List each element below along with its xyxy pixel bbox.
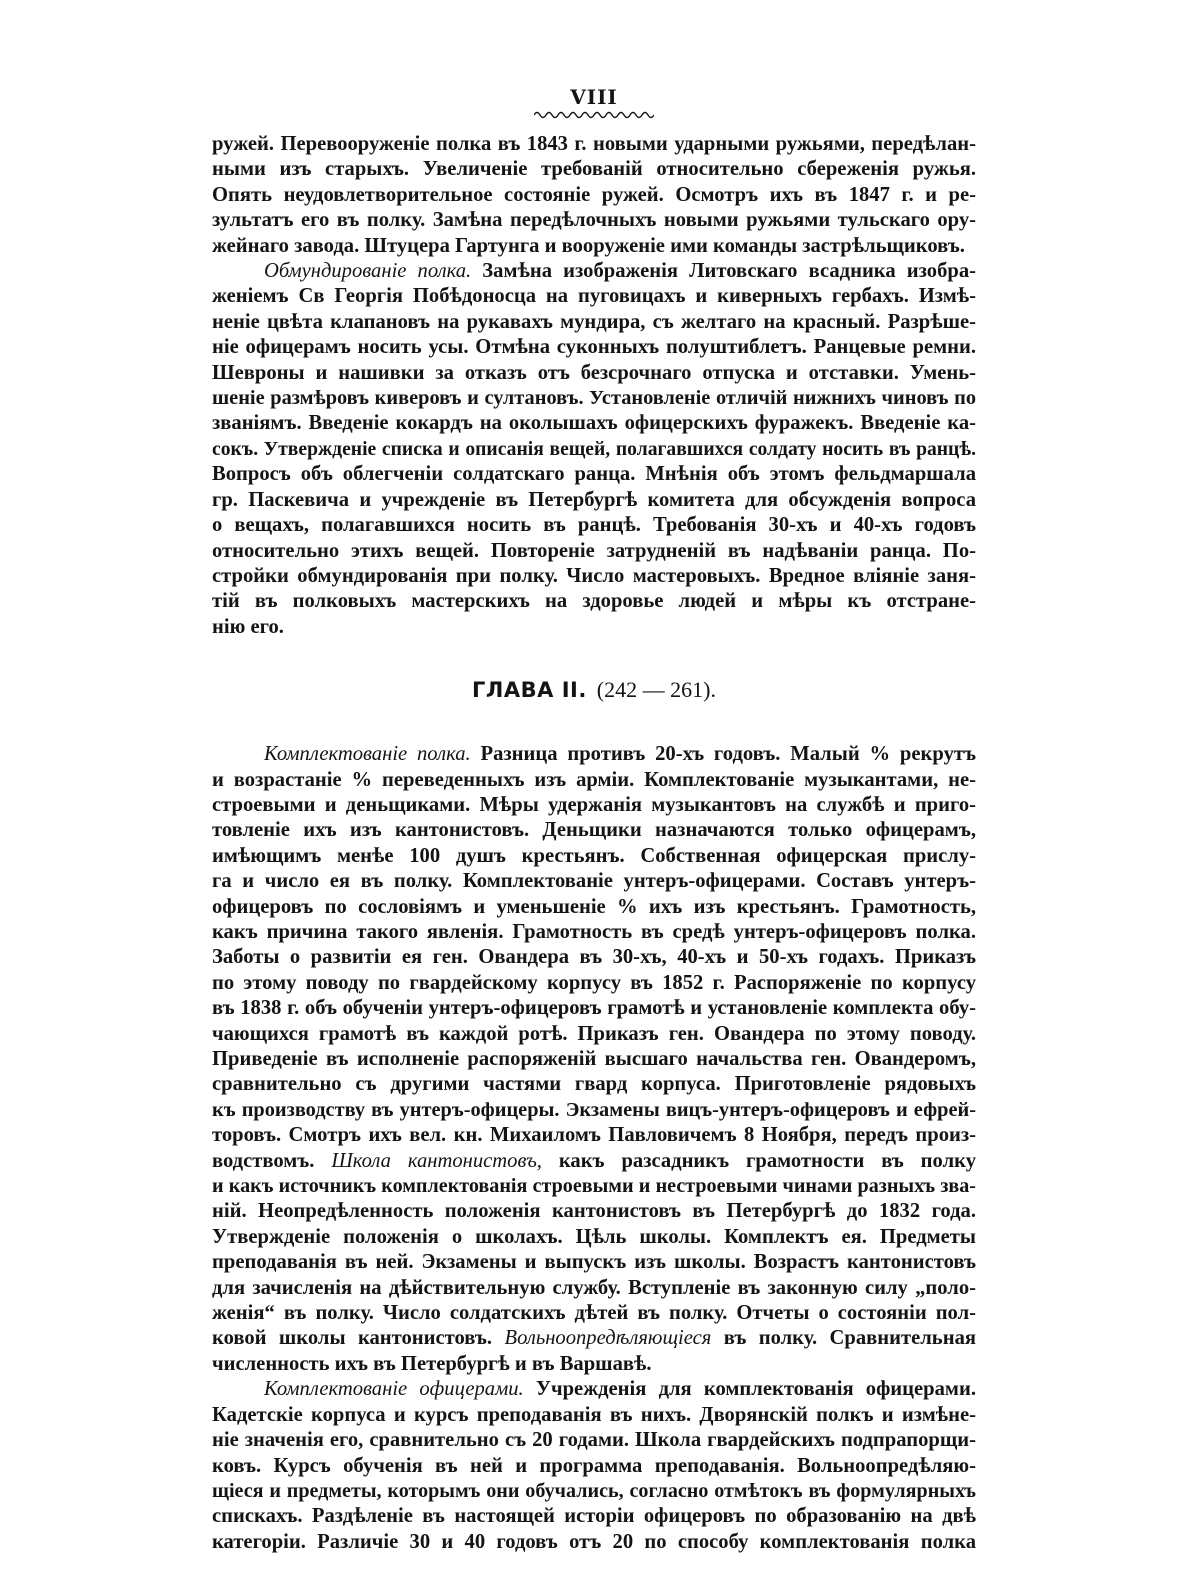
text-line: Приведеніе въ исполненіе распоряженій высшаго начальства ген. Овандеромъ,: [212, 1048, 976, 1070]
text-line: относительно этихъ вещей. Повтореніе затрудненій въ надѣваніи ранца. По-: [212, 539, 976, 562]
text-line: ковъ. Курсъ обученія въ ней и программа преподаванія. Вольноопредѣляю-: [212, 1454, 976, 1477]
text-line: [212, 1149, 976, 1174]
section-lead-officers: Комплектованіе офицерами.: [264, 1378, 524, 1401]
text-line: къ производству въ унтеръ-офицеры. Экзамены вицъ-унтеръ-офицеровъ и ефрей-: [212, 1098, 976, 1121]
text-line: сравнительно съ другими частями гвард корпуса. Приготовленіе рядовыхъ: [212, 1073, 976, 1096]
paragraph-officer-staffing: [212, 1377, 976, 1555]
text-line: сокъ. Утвержденіе списка и описанія вещей, полагавшихся солдату носить въ ранцѣ.: [212, 438, 976, 460]
text-line: нію его.: [212, 615, 284, 638]
text-line: ружей. Перевооруженіе полка въ 1843 г. новыми ударными ружьями, передѣлан-: [212, 133, 976, 155]
text-line: Шевроны и нашивки за отказъ отъ безсрочнаго отпуска и отставки. Умень-: [212, 361, 976, 384]
text-line: [212, 1377, 976, 1402]
document-page: [212, 84, 976, 1555]
text-line: [212, 742, 976, 767]
text-line: офицеровъ по сословіямъ и уменьшеніе % ихъ изъ крестьянъ. Грамотность,: [212, 895, 976, 918]
text-line: и возрастаніе % переведенныхъ изъ арміи. Комплектованіе музыкантами, не-: [212, 768, 976, 791]
text-line: шеніе размѣровъ киверовъ и султановъ. Установленіе отличій нижнихъ чиновъ по: [212, 387, 976, 410]
text-line: спискахъ. Раздѣленіе въ настоящей исторіи офицеровъ по образованію на двѣ: [212, 1505, 976, 1528]
text-run: водствомъ.: [212, 1149, 315, 1172]
text-line: категоріи. Различіе 30 и 40 годовъ отъ 20 по способу комплектованія полка: [212, 1530, 976, 1553]
text-line: званіямъ. Введеніе кокардъ на околышахъ офицерскихъ фуражекъ. Введеніе ка-: [212, 412, 976, 435]
text-line: чающихся грамотѣ въ каждой ротѣ. Приказъ ген. Овандера по этому поводу.: [212, 1022, 976, 1045]
text-line: строевыми и деньщиками. Мѣры удержанія музыкантовъ на службѣ и приго-: [212, 793, 976, 816]
text-line: по этому поводу по гвардейскому корпусу въ 1852 г. Распоряженіе по корпусу: [212, 971, 976, 994]
text-line: въ 1838 г. объ обученіи унтеръ-офицеровъ грамотѣ и установленіе комплекта обу-: [212, 997, 976, 1020]
text-run: какъ разсадникъ грамотности въ полку: [558, 1149, 976, 1172]
text-line: жейнаго завода. Штуцера Гартунга и вооруженіе ими команды застрѣльщиковъ.: [212, 234, 965, 257]
text-line: численность ихъ въ Петербургѣ и въ Варшавѣ.: [212, 1352, 652, 1375]
text-line: тій въ полковыхъ мастерскихъ на здоровье людей и мѣры къ отстране-: [212, 590, 976, 613]
text-line: и какъ источникъ комплектованія строевыми и нестроевыми чинами разныхъ зва-: [212, 1175, 976, 1198]
paragraph-uniforms: [212, 259, 976, 640]
text-line: ній. Неопредѣленность положенія кантонистовъ въ Петербургѣ до 1832 года.: [212, 1200, 976, 1223]
text-line: о вещахъ, полагавшихся носить въ ранцѣ. Требованія 30-хъ и 40-хъ годовъ: [212, 514, 976, 537]
text-line: женія“ въ полку. Число солдатскихъ дѣтей въ полку. Отчеты о состояніи пол-: [212, 1302, 976, 1325]
text-line: преподаванія въ ней. Экзамены и выпускъ изъ школы. Возрастъ кантонистовъ: [212, 1251, 976, 1274]
page-number: VIII: [570, 85, 618, 109]
chapter-title: ГЛАВА II.: [472, 678, 587, 703]
text-line: Заботы о развитіи ея ген. Овандера въ 30-хъ, 40-хъ и 50-хъ годахъ. Приказъ: [212, 946, 976, 969]
chapter-page-range: (242 — 261).: [596, 677, 716, 703]
section-lead-volunteers: Вольноопредѣляющіеся: [504, 1327, 712, 1350]
text-line: га и число ея въ полку. Комплектованіе унтеръ-офицерами. Составъ унтеръ-: [212, 870, 976, 893]
text-line: стройки обмундированія при полку. Число мастеровыхъ. Вредное вліяніе заня-: [212, 564, 976, 587]
text-run: Разница противъ 20-хъ годовъ. Малый % рекрутъ: [480, 743, 976, 766]
text-line: гр. Паскевича и учрежденіе въ Петербургѣ комитета для обсужденія вопроса: [212, 488, 976, 511]
paragraph-rifles: [212, 132, 976, 259]
text-run: Замѣна изображенія Литовскаго всадника изобра-: [482, 260, 976, 283]
chapter-heading: [212, 676, 976, 704]
text-line: для зачисленія на дѣйствительную службу. Вступленіе въ законную силу „поло-: [212, 1276, 976, 1299]
text-line: Кадетскіе корпуса и курсъ преподаванія въ нихъ. Дворянскій полкъ и измѣне-: [212, 1403, 976, 1426]
text-line: [212, 259, 976, 284]
section-lead-staffing: Комплектованіе полка.: [264, 743, 471, 766]
section-lead-school: Школа кантонистовъ,: [331, 1149, 542, 1172]
text-line: Опять неудовлетворительное состояніе ружей. Осмотръ ихъ въ 1847 г. и ре-: [212, 183, 976, 206]
text-line: ными изъ старыхъ. Увеличеніе требованій относительно сбереженія ружья.: [212, 158, 976, 181]
text-line: женіемъ Св Георгія Побѣдоносца на пуговицахъ и киверныхъ гербахъ. Измѣ-: [212, 285, 976, 308]
text-run: Учрежденія для комплектованія офицерами.: [535, 1378, 976, 1401]
text-line: торовъ. Смотръ ихъ вел. кн. Михаиломъ Павловичемъ 8 Ноября, передъ произ-: [212, 1124, 976, 1147]
text-run: ковой школы кантонистовъ.: [212, 1327, 493, 1350]
text-line: какъ причина такого явленія. Грамотность въ средѣ унтеръ-офицеровъ полка.: [212, 920, 976, 943]
text-line: зультатъ его въ полку. Замѣна передѣлочныхъ новыми ружьями тульскаго ору-: [212, 209, 976, 232]
text-line: Вопросъ объ облегченіи солдатскаго ранца. Мнѣнія объ этомъ фельдмаршала: [212, 463, 976, 486]
text-run: въ полку. Сравнительная: [723, 1327, 976, 1350]
wavy-ornament-icon: [534, 110, 654, 120]
text-line: неніе цвѣта клапановъ на рукавахъ мундира, съ желтаго на красный. Разрѣше-: [212, 310, 976, 333]
text-line: [212, 1326, 976, 1351]
text-line: Утвержденіе положенія о школахъ. Цѣль школы. Комплектъ ея. Предметы: [212, 1225, 976, 1248]
text-line: товленіе ихъ изъ кантонистовъ. Деньщики назначаются только офицерамъ,: [212, 819, 976, 842]
text-line: ніе офицерамъ носить усы. Отмѣна суконныхъ полуштиблетъ. Ранцевые ремни.: [212, 336, 976, 359]
text-line: ніе значенія его, сравнительно съ 20 годами. Школа гвардейскихъ подпрапорщи-: [212, 1429, 976, 1452]
text-line: щіеся и предметы, которымъ они обучались, согласно отмѣтокъ въ формулярныхъ: [212, 1479, 976, 1502]
paragraph-regiment-staffing: [212, 742, 976, 1377]
text-line: имѣющимъ менѣе 100 душъ крестьянъ. Собственная офицерская прислу-: [212, 844, 976, 867]
section-lead-uniforms: Обмундированіе полка.: [264, 260, 472, 283]
